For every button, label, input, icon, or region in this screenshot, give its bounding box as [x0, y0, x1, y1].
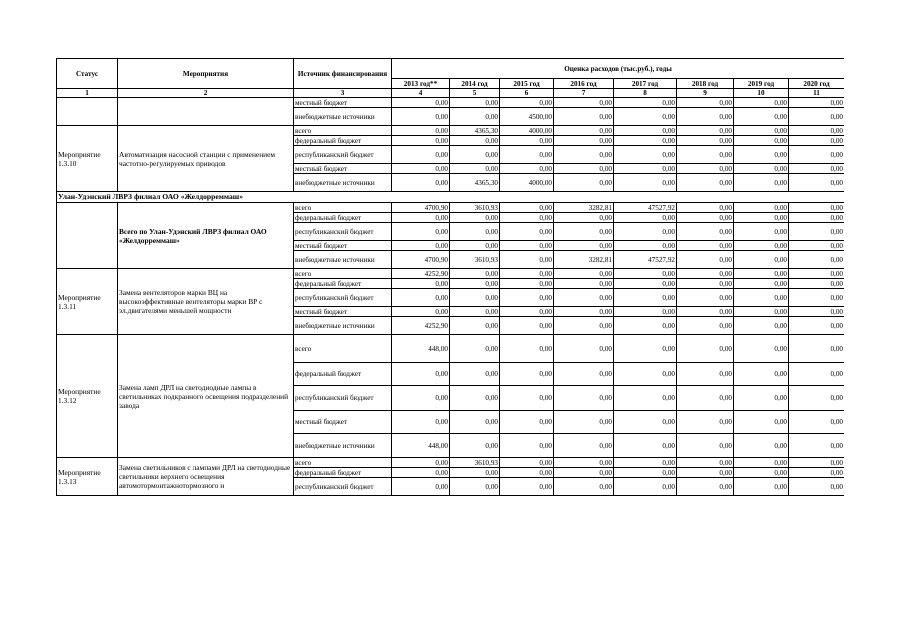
value-cell: 0,00	[734, 478, 789, 496]
value-cell: 0,00	[614, 279, 677, 289]
status-cell	[57, 203, 118, 269]
source-cell: местный бюджет	[294, 411, 392, 434]
source-cell: республиканский бюджет	[294, 223, 392, 241]
value-cell: 0,00	[677, 146, 734, 164]
value-cell: 0,00	[734, 164, 789, 174]
value-cell: 0,00	[554, 458, 614, 468]
event-cell	[118, 98, 294, 126]
value-cell: 0,00	[677, 126, 734, 136]
header-year: 2015 год	[500, 79, 554, 89]
value-cell: 0,00	[392, 174, 450, 192]
value-cell: 0,00	[500, 289, 554, 307]
value-cell: 0,00	[450, 98, 500, 108]
value-cell: 0,00	[677, 203, 734, 213]
value-cell: 0,00	[500, 213, 554, 223]
value-cell: 0,00	[677, 363, 734, 386]
value-cell: 0,00	[500, 307, 554, 317]
value-cell: 0,00	[677, 434, 734, 458]
status-cell: Мероприятие 1.3.10	[57, 126, 118, 192]
value-cell: 0,00	[677, 458, 734, 468]
value-cell: 47527,92	[614, 203, 677, 213]
value-cell: 0,00	[734, 203, 789, 213]
column-number: 2	[118, 89, 294, 98]
value-cell: 0,00	[789, 241, 845, 251]
value-cell: 0,00	[734, 386, 789, 411]
value-cell: 0,00	[392, 386, 450, 411]
value-cell: 0,00	[614, 213, 677, 223]
source-cell: республиканский бюджет	[294, 289, 392, 307]
value-cell: 0,00	[554, 146, 614, 164]
value-cell: 0,00	[677, 269, 734, 279]
table-row	[57, 269, 845, 279]
value-cell: 0,00	[500, 434, 554, 458]
value-cell: 0,00	[450, 108, 500, 126]
source-cell: внебюджетные источники	[294, 434, 392, 458]
header-year: 2018 год	[677, 79, 734, 89]
value-cell: 0,00	[789, 203, 845, 213]
value-cell: 0,00	[392, 164, 450, 174]
header-year: 2019 год	[734, 79, 789, 89]
value-cell: 0,00	[392, 279, 450, 289]
value-cell: 0,00	[392, 223, 450, 241]
value-cell: 0,00	[392, 108, 450, 126]
source-cell: федеральный бюджет	[294, 363, 392, 386]
value-cell: 0,00	[554, 307, 614, 317]
value-cell: 0,00	[500, 458, 554, 468]
value-cell: 0,00	[450, 136, 500, 146]
value-cell: 3610,93	[450, 203, 500, 213]
value-cell: 3610,93	[450, 458, 500, 468]
value-cell: 0,00	[734, 213, 789, 223]
source-cell: всего	[294, 269, 392, 279]
value-cell: 0,00	[450, 335, 500, 363]
value-cell: 0,00	[789, 317, 845, 335]
source-cell: местный бюджет	[294, 164, 392, 174]
value-cell: 0,00	[789, 164, 845, 174]
value-cell: 0,00	[677, 478, 734, 496]
value-cell: 0,00	[614, 289, 677, 307]
value-cell: 0,00	[392, 411, 450, 434]
value-cell: 0,00	[734, 289, 789, 307]
table-row	[57, 203, 845, 213]
source-cell: федеральный бюджет	[294, 136, 392, 146]
value-cell: 0,00	[554, 241, 614, 251]
value-cell: 0,00	[677, 279, 734, 289]
value-cell: 0,00	[500, 478, 554, 496]
value-cell: 0,00	[450, 289, 500, 307]
value-cell: 0,00	[450, 279, 500, 289]
value-cell: 0,00	[789, 335, 845, 363]
column-number: 11	[789, 89, 845, 98]
value-cell: 0,00	[677, 386, 734, 411]
value-cell: 0,00	[392, 126, 450, 136]
value-cell: 0,00	[450, 223, 500, 241]
source-cell: республиканский бюджет	[294, 478, 392, 496]
value-cell: 0,00	[450, 478, 500, 496]
value-cell: 0,00	[554, 289, 614, 307]
value-cell: 0,00	[789, 279, 845, 289]
value-cell: 0,00	[734, 468, 789, 478]
column-number: 4	[392, 89, 450, 98]
value-cell: 0,00	[789, 478, 845, 496]
event-cell: Замена вентеляторов марки ВЦ на высокоэффективные вентеляторы марки ВР с эл.двигателями меньшей мощности	[118, 269, 294, 335]
value-cell: 4365,30	[450, 126, 500, 136]
column-number: 3	[294, 89, 392, 98]
value-cell: 3282,81	[554, 251, 614, 269]
value-cell: 0,00	[554, 317, 614, 335]
value-cell: 0,00	[734, 458, 789, 468]
column-number: 7	[554, 89, 614, 98]
value-cell: 0,00	[789, 223, 845, 241]
value-cell: 0,00	[734, 307, 789, 317]
value-cell: 4252,90	[392, 317, 450, 335]
source-cell: федеральный бюджет	[294, 468, 392, 478]
value-cell: 0,00	[734, 241, 789, 251]
value-cell: 0,00	[392, 363, 450, 386]
value-cell: 0,00	[450, 269, 500, 279]
table-row	[57, 458, 845, 468]
value-cell: 0,00	[500, 411, 554, 434]
source-cell: внебюджетные источники	[294, 251, 392, 269]
value-cell: 0,00	[392, 98, 450, 108]
value-cell: 0,00	[614, 98, 677, 108]
value-cell: 0,00	[450, 363, 500, 386]
value-cell: 0,00	[677, 307, 734, 317]
value-cell: 4252,90	[392, 269, 450, 279]
value-cell: 3282,81	[554, 203, 614, 213]
source-cell: федеральный бюджет	[294, 279, 392, 289]
value-cell: 0,00	[392, 213, 450, 223]
header-year: 2020 год	[789, 79, 845, 89]
source-cell: местный бюджет	[294, 307, 392, 317]
section-row	[57, 192, 845, 203]
value-cell: 0,00	[734, 98, 789, 108]
source-cell: местный бюджет	[294, 98, 392, 108]
value-cell: 0,00	[500, 146, 554, 164]
value-cell: 0,00	[554, 164, 614, 174]
value-cell: 4700,90	[392, 251, 450, 269]
value-cell: 0,00	[734, 279, 789, 289]
value-cell: 0,00	[450, 241, 500, 251]
value-cell: 0,00	[614, 458, 677, 468]
column-number: 10	[734, 89, 789, 98]
value-cell: 0,00	[554, 411, 614, 434]
value-cell: 0,00	[500, 98, 554, 108]
value-cell: 448,00	[392, 434, 450, 458]
value-cell: 0,00	[677, 223, 734, 241]
value-cell: 0,00	[677, 174, 734, 192]
value-cell: 0,00	[500, 468, 554, 478]
header-status: Статус	[57, 59, 118, 89]
value-cell: 0,00	[614, 136, 677, 146]
value-cell: 0,00	[789, 251, 845, 269]
value-cell: 4000,00	[500, 126, 554, 136]
source-cell: всего	[294, 126, 392, 136]
status-cell: Мероприятие 1.3.13	[57, 458, 118, 496]
value-cell: 4500,00	[500, 108, 554, 126]
source-cell: внебюджетные источники	[294, 108, 392, 126]
value-cell: 0,00	[450, 307, 500, 317]
source-cell: внебюджетные источники	[294, 174, 392, 192]
value-cell: 0,00	[789, 126, 845, 136]
event-cell: Замена светильников с лампами ДРЛ на светодиодные светильники верхнего освещения автомотормонтажнотормозного и	[118, 458, 294, 496]
value-cell: 0,00	[734, 269, 789, 279]
value-cell: 0,00	[789, 269, 845, 279]
value-cell: 0,00	[500, 164, 554, 174]
value-cell: 0,00	[734, 146, 789, 164]
value-cell: 0,00	[500, 136, 554, 146]
value-cell: 0,00	[500, 223, 554, 241]
source-cell: республиканский бюджет	[294, 386, 392, 411]
header-events: Мероприятия	[118, 59, 294, 89]
value-cell: 0,00	[677, 468, 734, 478]
value-cell: 0,00	[392, 458, 450, 468]
value-cell: 0,00	[500, 203, 554, 213]
value-cell: 0,00	[500, 317, 554, 335]
value-cell: 0,00	[614, 335, 677, 363]
column-number: 9	[677, 89, 734, 98]
value-cell: 0,00	[789, 411, 845, 434]
value-cell: 0,00	[734, 251, 789, 269]
value-cell: 0,00	[392, 307, 450, 317]
value-cell: 0,00	[614, 317, 677, 335]
value-cell: 0,00	[734, 136, 789, 146]
value-cell: 0,00	[554, 434, 614, 458]
value-cell: 0,00	[789, 146, 845, 164]
value-cell: 0,00	[554, 478, 614, 496]
column-number: 5	[450, 89, 500, 98]
value-cell: 0,00	[554, 108, 614, 126]
value-cell: 0,00	[734, 174, 789, 192]
value-cell: 0,00	[392, 241, 450, 251]
table-row	[57, 335, 845, 363]
value-cell: 4000,00	[500, 174, 554, 192]
value-cell: 0,00	[614, 174, 677, 192]
value-cell: 0,00	[677, 251, 734, 269]
header-source: Источник финансирования	[294, 59, 392, 89]
value-cell: 0,00	[614, 478, 677, 496]
column-number: 6	[500, 89, 554, 98]
table-row	[57, 98, 845, 108]
value-cell: 0,00	[392, 478, 450, 496]
value-cell: 4365,30	[450, 174, 500, 192]
value-cell: 0,00	[734, 363, 789, 386]
status-cell: Мероприятие 1.3.11	[57, 269, 118, 335]
column-number: 8	[614, 89, 677, 98]
value-cell: 0,00	[614, 223, 677, 241]
value-cell: 0,00	[677, 213, 734, 223]
value-cell: 0,00	[554, 386, 614, 411]
source-cell: всего	[294, 335, 392, 363]
value-cell: 0,00	[450, 434, 500, 458]
value-cell: 0,00	[554, 98, 614, 108]
status-cell	[57, 98, 118, 126]
value-cell: 0,00	[677, 108, 734, 126]
value-cell: 0,00	[734, 126, 789, 136]
value-cell: 0,00	[789, 363, 845, 386]
value-cell: 0,00	[554, 213, 614, 223]
value-cell: 0,00	[789, 108, 845, 126]
value-cell: 0,00	[677, 164, 734, 174]
source-cell: республиканский бюджет	[294, 146, 392, 164]
value-cell: 47527,92	[614, 251, 677, 269]
header-year: 2016 год	[554, 79, 614, 89]
value-cell: 0,00	[789, 98, 845, 108]
value-cell: 0,00	[789, 136, 845, 146]
value-cell: 0,00	[554, 136, 614, 146]
value-cell: 0,00	[614, 146, 677, 164]
value-cell: 0,00	[614, 269, 677, 279]
value-cell: 0,00	[789, 213, 845, 223]
value-cell: 0,00	[677, 241, 734, 251]
value-cell: 0,00	[614, 108, 677, 126]
value-cell: 0,00	[450, 164, 500, 174]
value-cell: 0,00	[614, 126, 677, 136]
value-cell: 0,00	[392, 468, 450, 478]
value-cell: 0,00	[789, 434, 845, 458]
value-cell: 0,00	[554, 174, 614, 192]
value-cell: 0,00	[789, 307, 845, 317]
value-cell: 0,00	[554, 126, 614, 136]
value-cell: 0,00	[450, 386, 500, 411]
value-cell: 0,00	[614, 386, 677, 411]
event-cell: Автоматизация насосной станции с применением частотно-регулируемых приводов	[118, 126, 294, 192]
value-cell: 0,00	[614, 241, 677, 251]
value-cell: 0,00	[614, 363, 677, 386]
value-cell: 0,00	[554, 363, 614, 386]
value-cell: 0,00	[450, 213, 500, 223]
source-cell: всего	[294, 203, 392, 213]
status-cell: Мероприятие 1.3.12	[57, 335, 118, 458]
value-cell: 0,00	[392, 289, 450, 307]
value-cell: 0,00	[734, 223, 789, 241]
value-cell: 4700,90	[392, 203, 450, 213]
value-cell: 0,00	[554, 223, 614, 241]
column-number: 1	[57, 89, 118, 98]
value-cell: 0,00	[734, 434, 789, 458]
value-cell: 0,00	[734, 317, 789, 335]
value-cell: 0,00	[677, 98, 734, 108]
header-year: 2017 год	[614, 79, 677, 89]
value-cell: 0,00	[789, 289, 845, 307]
header-year: 2014 год	[450, 79, 500, 89]
value-cell: 0,00	[789, 174, 845, 192]
value-cell: 0,00	[614, 434, 677, 458]
value-cell: 0,00	[450, 146, 500, 164]
value-cell: 0,00	[554, 335, 614, 363]
value-cell: 0,00	[450, 411, 500, 434]
value-cell: 448,00	[392, 335, 450, 363]
source-cell: внебюджетные источники	[294, 317, 392, 335]
header-year: 2013 год**	[392, 79, 450, 89]
value-cell: 0,00	[450, 468, 500, 478]
value-cell: 0,00	[500, 241, 554, 251]
value-cell: 0,00	[450, 317, 500, 335]
value-cell: 0,00	[734, 108, 789, 126]
value-cell: 0,00	[500, 363, 554, 386]
value-cell: 0,00	[789, 468, 845, 478]
value-cell: 0,00	[677, 317, 734, 335]
value-cell: 0,00	[677, 289, 734, 307]
value-cell: 0,00	[614, 411, 677, 434]
value-cell: 0,00	[734, 411, 789, 434]
value-cell: 0,00	[500, 269, 554, 279]
value-cell: 3610,93	[450, 251, 500, 269]
value-cell: 0,00	[614, 468, 677, 478]
budget-table	[56, 58, 844, 496]
value-cell: 0,00	[614, 164, 677, 174]
value-cell: 0,00	[677, 136, 734, 146]
value-cell: 0,00	[554, 468, 614, 478]
value-cell: 0,00	[789, 386, 845, 411]
value-cell: 0,00	[677, 335, 734, 363]
value-cell: 0,00	[392, 146, 450, 164]
value-cell: 0,00	[789, 458, 845, 468]
value-cell: 0,00	[500, 251, 554, 269]
header-estimate: Оценка расходов (тыс.руб.), годы	[392, 59, 845, 79]
budget-table-page	[56, 58, 844, 576]
source-cell: федеральный бюджет	[294, 213, 392, 223]
event-cell: Замена ламп ДРЛ на светодиодные лампы в светильниках подкранного освещения подразделений завода	[118, 335, 294, 458]
value-cell: 0,00	[554, 269, 614, 279]
value-cell: 0,00	[500, 335, 554, 363]
event-cell: Всего по Улан-Удэнский ЛВРЗ филиал ОАО «Желдорреммаш»	[118, 203, 294, 269]
table-row	[57, 126, 845, 136]
value-cell: 0,00	[392, 136, 450, 146]
value-cell: 0,00	[734, 335, 789, 363]
source-cell: всего	[294, 458, 392, 468]
value-cell: 0,00	[500, 386, 554, 411]
value-cell: 0,00	[677, 411, 734, 434]
value-cell: 0,00	[614, 307, 677, 317]
value-cell: 0,00	[500, 279, 554, 289]
source-cell: местный бюджет	[294, 241, 392, 251]
value-cell: 0,00	[554, 279, 614, 289]
section-title: Улан-Удэнский ЛВРЗ филиал ОАО «Желдорреммаш»	[57, 192, 845, 203]
